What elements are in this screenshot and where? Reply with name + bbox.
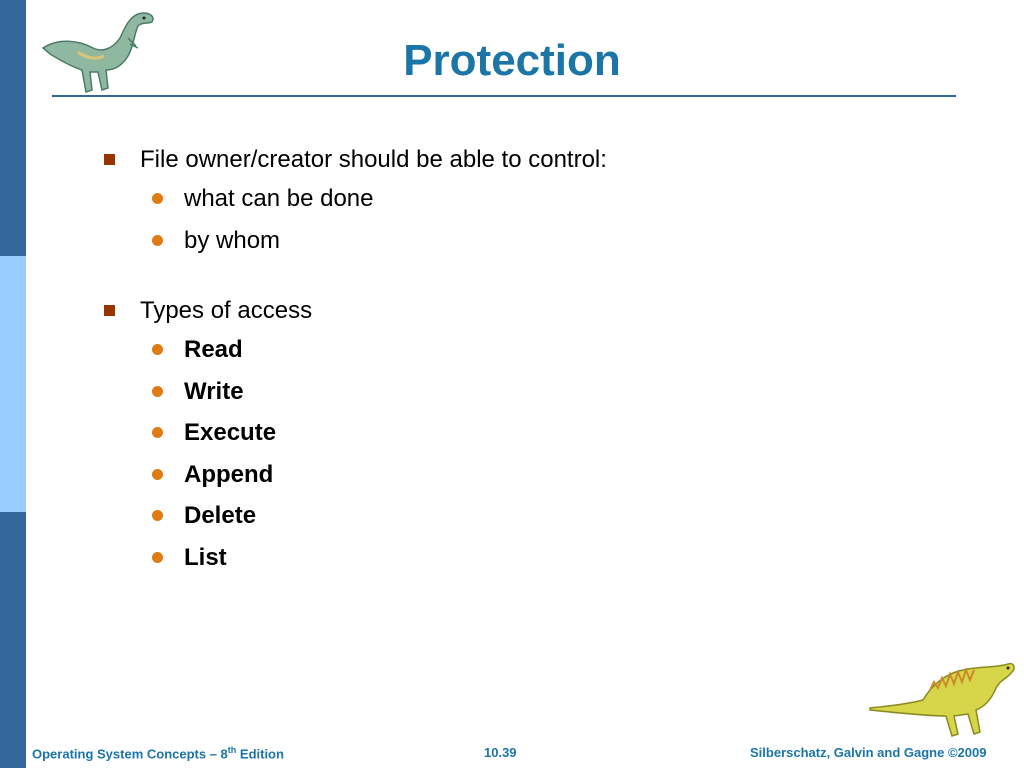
bullet-item [100,142,607,178]
dinosaur-icon [868,660,1018,740]
round-bullet-icon [152,235,163,246]
square-bullet-icon [104,154,115,165]
side-bar-middle [0,256,26,512]
round-bullet-icon [152,552,163,563]
round-bullet-icon [152,386,163,397]
square-bullet-icon [104,305,115,316]
bullet-item [100,293,607,329]
sub-bullet-text: Append [184,460,274,488]
round-bullet-icon [152,510,163,521]
round-bullet-icon [152,469,163,480]
round-bullet-icon [152,344,163,355]
sub-bullet-item [100,537,607,579]
footer-book-title [32,745,284,761]
sub-bullet-text: Delete [184,502,257,529]
side-bar-bottom [0,512,26,768]
sub-bullet-item [100,495,607,537]
footer-book-title-superscript: th [227,745,237,755]
sub-bullet-text: Execute [184,419,277,446]
sub-bullet-item [100,220,607,262]
slide-body [100,142,607,578]
sub-bullet-text: Write [184,377,244,405]
footer-book-title-tail: Edition [236,746,284,762]
sub-bullet-text: what can be done [184,185,374,212]
sub-bullet-text: List [184,543,227,571]
footer-page-number: 10.39 [484,745,517,760]
round-bullet-icon [152,193,163,204]
sub-bullet-item [100,178,607,220]
sub-bullet-item [100,329,607,371]
sub-bullet-item [100,412,607,454]
round-bullet-icon [152,427,163,438]
footer-copyright: Silberschatz, Galvin and Gagne ©2009 [750,745,987,760]
bullet-text: Types of access [140,297,313,324]
sub-bullet-item [100,454,607,496]
footer-book-title-main: Operating System Concepts – 8 [32,746,228,762]
sub-bullet-text: by whom [184,226,281,254]
title-underline [52,95,956,97]
bullet-text: File owner/creator should be able to control: [140,146,607,173]
sub-bullet-text: Read [184,336,243,363]
sub-bullet-item [100,371,607,413]
bullet-spacer [100,261,607,293]
slide-title: Protection [403,36,621,85]
